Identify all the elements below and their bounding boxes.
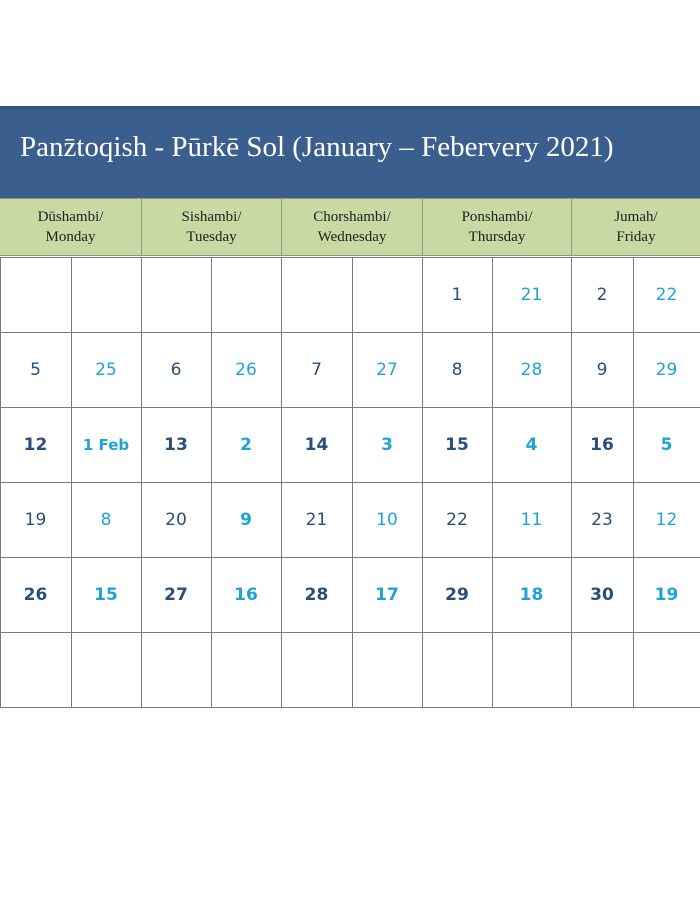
day-cell-primary-date: 12: [23, 434, 48, 455]
day-cell-primary-date: [141, 257, 211, 332]
day-cell-secondary-date: 12: [655, 509, 678, 530]
day-cell-primary-date: 23: [591, 509, 613, 530]
calendar-grid: [0, 257, 700, 708]
day-cell-secondary-date: 9: [240, 509, 252, 530]
weekday-header-wednesday: [282, 199, 422, 255]
day-cell-secondary-date: 28: [520, 359, 543, 380]
day-cell-secondary-date: 17: [375, 584, 399, 605]
day-cell-primary-date: 28: [304, 584, 329, 605]
day-cell-secondary-date: 15: [94, 584, 118, 605]
day-cell-secondary-date: 16: [234, 584, 258, 605]
day-cell-secondary-date: 5: [660, 434, 673, 455]
day-cell-primary-date: 9: [596, 359, 608, 380]
day-cell-secondary-date: 19: [654, 584, 679, 605]
day-cell-primary-date: [0, 632, 71, 707]
day-cell-secondary-date: [71, 632, 141, 707]
day-cell-primary-date: 5: [30, 359, 41, 380]
day-cell-primary-date: [422, 632, 492, 707]
weekday-name-english: Monday: [45, 229, 96, 245]
day-cell-primary-date: 1: [451, 284, 463, 305]
day-cell-secondary-date: [211, 257, 281, 332]
weekday-name-english: Tuesday: [186, 229, 237, 245]
day-cell-primary-date: 20: [165, 509, 187, 530]
day-cell-primary-date: 30: [590, 584, 614, 605]
weekday-name-local: Sishambi/: [181, 209, 242, 225]
grid-horizontal-line: [0, 707, 700, 708]
weekday-name-english: Thursday: [468, 229, 526, 245]
day-cell-secondary-date: 2: [240, 434, 252, 455]
day-cell-primary-date: 2: [596, 284, 608, 305]
day-cell-secondary-date: 10: [376, 509, 398, 530]
day-cell-primary-date: 8: [451, 359, 463, 380]
day-cell-secondary-date: [633, 632, 700, 707]
day-cell-primary-date: [0, 257, 71, 332]
day-cell-secondary-date: [352, 257, 422, 332]
day-cell-primary-date: 29: [445, 584, 469, 605]
day-cell-primary-date: 14: [304, 434, 329, 455]
day-cell-secondary-date: [211, 632, 281, 707]
day-cell-primary-date: 27: [164, 584, 188, 605]
day-cell-primary-date: [281, 632, 352, 707]
day-cell-primary-date: 19: [24, 509, 47, 530]
day-cell-primary-date: 22: [446, 509, 468, 530]
day-cell-secondary-date: 18: [519, 584, 544, 605]
day-cell-secondary-date: 29: [655, 359, 678, 380]
day-cell-primary-date: 21: [305, 509, 328, 530]
day-cell-secondary-date: 4: [525, 434, 538, 455]
day-cell-primary-date: 15: [445, 434, 469, 455]
day-cell-secondary-date: [71, 257, 141, 332]
day-cell-secondary-date: [492, 632, 571, 707]
day-cell-secondary-date: 27: [376, 359, 398, 380]
day-cell-primary-date: 26: [23, 584, 48, 605]
weekday-name-local: Jumah/: [614, 209, 658, 225]
day-cell-primary-date: [571, 632, 633, 707]
weekday-header-thursday: [423, 199, 571, 255]
day-cell-primary-date: 13: [164, 434, 188, 455]
day-cell-primary-date: [141, 632, 211, 707]
weekday-name-local: Ponshambi/: [461, 209, 533, 225]
day-cell-secondary-date: 3: [381, 434, 393, 455]
day-cell-secondary-date: 8: [100, 509, 112, 530]
weekday-name-english: Wednesday: [317, 229, 387, 245]
calendar-banner: [0, 106, 700, 201]
calendar-title: Panz̄toqish - Pūrkē Sol (January – Febervery 2021): [20, 131, 614, 163]
day-cell-primary-date: 16: [590, 434, 614, 455]
day-cell-secondary-date: [352, 632, 422, 707]
day-cell-secondary-date: 11: [520, 509, 543, 530]
weekday-name-local: Chorshambi/: [313, 209, 391, 225]
day-cell-secondary-date: 25: [95, 359, 117, 380]
weekday-name-english: Friday: [616, 229, 656, 245]
day-cell-primary-date: 7: [311, 359, 322, 380]
weekday-header-tuesday: [142, 199, 281, 255]
weekday-header-row: [0, 198, 700, 256]
weekday-header-monday: [0, 199, 141, 255]
day-cell-primary-date: 6: [170, 359, 182, 380]
day-cell-secondary-date: 26: [235, 359, 257, 380]
day-cell-primary-date: [281, 257, 352, 332]
day-cell-secondary-date: 1 Feb: [82, 435, 130, 454]
day-cell-secondary-date: 22: [655, 284, 678, 305]
weekday-name-local: Dūshambi/: [37, 209, 104, 225]
day-cell-secondary-date: 21: [520, 284, 543, 305]
weekday-header-friday: [572, 199, 700, 255]
